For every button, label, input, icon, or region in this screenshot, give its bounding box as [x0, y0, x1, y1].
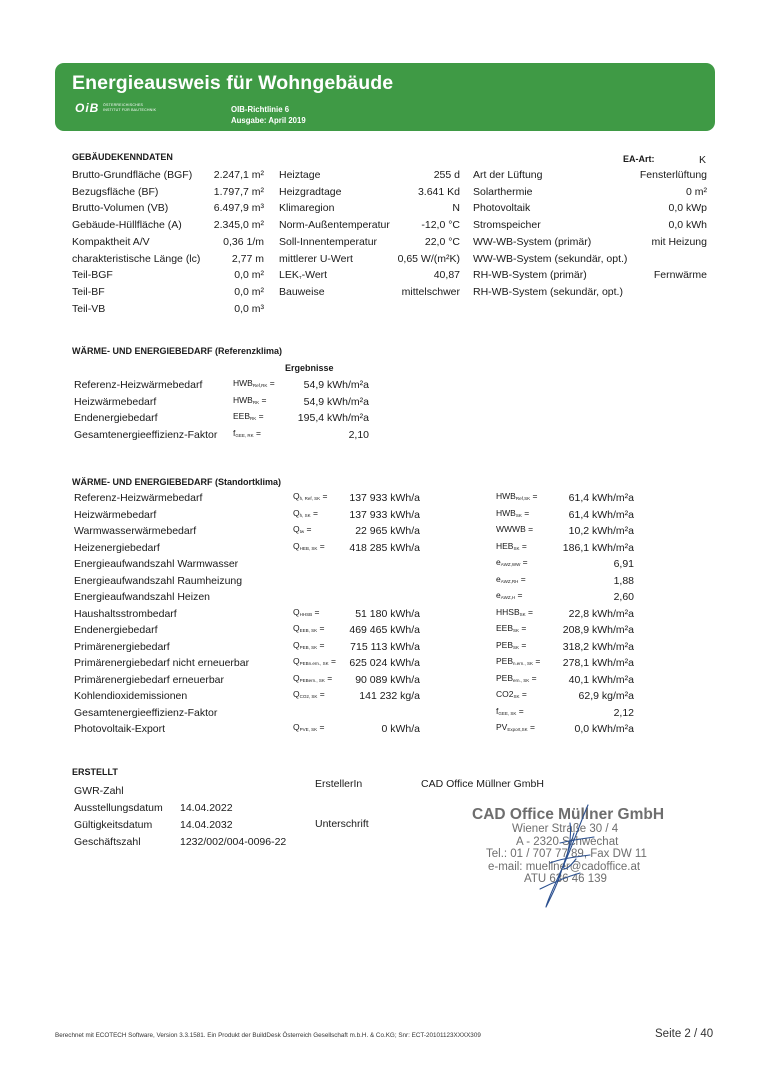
- gebaeude-label: Gebäude-Hüllfläche (A): [72, 219, 182, 232]
- standort-symbol-absolute: [293, 640, 324, 650]
- standort-symbol-specific-main: e: [496, 573, 501, 584]
- standort-symbol-specific-main: PEB: [496, 672, 514, 683]
- standort-value-absolute: 22 965 kWh/a: [355, 525, 420, 537]
- standort-label: Energieaufwandszahl Raumheizung: [74, 574, 243, 587]
- stamp-city: A - 2320 Schwechat: [516, 836, 619, 848]
- gebaeude-label: Teil-BGF: [72, 269, 113, 282]
- oib-logo-subtitle: [103, 103, 156, 113]
- standort-symbol-specific-equals: =: [519, 540, 527, 551]
- gebaeude-value: 0 m²: [686, 185, 707, 198]
- gebaeude-value: mittelschwer: [401, 285, 460, 298]
- standort-value-absolute: 90 089 kWh/a: [355, 673, 420, 686]
- standort-value-specific: 208,9 kWh/m²a: [562, 624, 634, 636]
- richtlinie-info: [231, 104, 306, 126]
- standort-label: Primärenergiebedarf erneuerbar: [74, 673, 224, 686]
- gebaeude-label: Bezugsfläche (BF): [72, 185, 159, 198]
- ausstellung-value: 14.04.2022: [180, 802, 233, 814]
- ersteller-label: ErstellerIn: [315, 778, 363, 790]
- ea-art-value: K: [699, 154, 707, 166]
- gebaeude-value: N: [452, 202, 460, 215]
- gebaeude-label: WW-WB-System (sekundär, opt.): [473, 252, 628, 265]
- standort-symbol-absolute-equals: =: [317, 639, 325, 650]
- standort-symbol-specific: [496, 640, 526, 650]
- standort-symbol-specific: [496, 607, 533, 617]
- gebaeude-label: Photovoltaik: [473, 202, 531, 215]
- standort-symbol-specific-main: e: [496, 590, 501, 600]
- standort-symbol-absolute-equals: =: [310, 507, 318, 518]
- standort-symbol-specific: [496, 689, 527, 699]
- standort-symbol-specific-equals: =: [525, 524, 534, 534]
- standort-symbol-absolute: [293, 491, 327, 501]
- standort-symbol-absolute-equals: =: [312, 606, 320, 617]
- standort-symbol-absolute-main: Q: [293, 639, 300, 650]
- standort-symbol-specific: [496, 673, 537, 683]
- gebaeude-label: Solarthermie: [473, 185, 533, 198]
- standort-symbol-absolute-equals: =: [328, 656, 336, 666]
- standort-symbol-specific-equals: =: [519, 689, 527, 699]
- standort-symbol-specific-equals: =: [525, 606, 533, 617]
- standort-symbol-absolute-equals: =: [320, 491, 328, 501]
- standort-symbol-absolute-subscript: PEB, SK: [299, 644, 318, 650]
- gwr-label: GWR-Zahl: [74, 785, 124, 797]
- standort-symbol-absolute-equals: =: [324, 672, 333, 683]
- standort-value-specific: 40,1 kWh/m²a: [568, 673, 634, 686]
- standort-symbol-specific-subscript: SK: [513, 644, 520, 650]
- gebaeude-value: 0,0 m²: [234, 285, 264, 298]
- standort-symbol-absolute-equals: =: [317, 540, 325, 551]
- standort-symbol-specific-main: PV: [496, 722, 508, 732]
- standort-symbol-absolute-subscript: PEBn.ern., SK: [299, 661, 329, 666]
- standort-symbol-specific-subscript: AWZ,H: [500, 595, 516, 600]
- standort-symbol-specific-subscript: Ref,SK: [515, 496, 531, 501]
- standort-symbol-specific-subscript: SK: [515, 512, 522, 518]
- referenz-symbol-main: HWB: [233, 394, 253, 405]
- standort-symbol-specific: [496, 574, 526, 584]
- standort-symbol-absolute-main: Q: [293, 672, 300, 683]
- standort-symbol-specific-main: CO2: [496, 689, 514, 699]
- standort-symbol-absolute-main: Q: [293, 491, 300, 501]
- gebaeude-label: Teil-VB: [72, 302, 106, 315]
- stamp-phone: Tel.: 01 / 707 77 89, Fax DW 11: [486, 848, 647, 860]
- standort-symbol-absolute-main: Q: [293, 722, 300, 732]
- referenz-value: 54,9 kWh/m²a: [303, 395, 369, 408]
- standort-symbol-absolute-equals: =: [317, 689, 325, 699]
- standort-label: Referenz-Heizwärmebedarf: [74, 492, 203, 504]
- standort-value-specific: 61,4 kWh/m²a: [568, 492, 634, 504]
- standort-value-absolute: 469 465 kWh/a: [349, 624, 420, 636]
- standort-value-specific: 318,2 kWh/m²a: [562, 640, 634, 653]
- gebaeude-value: 2,77 m: [231, 252, 264, 265]
- stamp-address: Wiener Straße 30 / 4: [512, 823, 619, 835]
- geschaeftszahl-label: Geschäftszahl: [74, 836, 141, 848]
- gebaeude-label: Heiztage: [279, 169, 321, 181]
- gebaeude-label: RH-WB-System (sekundär, opt.): [473, 285, 623, 298]
- referenz-label: Heizwärmebedarf: [74, 395, 157, 408]
- standort-value-absolute: 418 285 kWh/a: [349, 541, 420, 554]
- standort-symbol-specific-subscript: Export,SK: [507, 727, 528, 732]
- gebaeude-label: Brutto-Grundfläche (BGF): [72, 169, 193, 181]
- standort-symbol-specific: [496, 524, 533, 534]
- standort-symbol-specific: [496, 706, 524, 716]
- standort-symbol-specific-main: HWB: [496, 491, 516, 501]
- gebaeude-label: Stromspeicher: [473, 219, 541, 232]
- standort-symbol-specific-subscript: AWZ,WW: [500, 562, 521, 567]
- standort-value-specific: 6,91: [613, 558, 634, 570]
- referenz-symbol-equals: =: [259, 394, 267, 405]
- standort-symbol-absolute: [293, 524, 311, 534]
- standort-label: Energieaufwandszahl Warmwasser: [74, 558, 239, 570]
- page-number: Seite 2 / 40: [655, 1028, 714, 1040]
- gebaeude-value: 6.497,9 m³: [213, 202, 264, 215]
- referenz-symbol: [233, 378, 275, 388]
- gebaeude-value: 22,0 °C: [424, 235, 460, 248]
- gebaeude-label: WW-WB-System (primär): [473, 235, 592, 248]
- standort-symbol-specific-equals: =: [521, 507, 530, 518]
- standort-symbol-absolute-subscript: CO2, SK: [299, 694, 318, 699]
- gueltig-value: 14.04.2032: [180, 819, 233, 831]
- standort-symbol-absolute: [293, 656, 336, 666]
- standort-symbol-specific-main: e: [496, 557, 501, 567]
- standort-value-absolute: 625 024 kWh/a: [349, 657, 420, 669]
- stamp-uid: ATU 636 46 139: [524, 873, 607, 885]
- standort-symbol-specific-subscript: ern., SK: [513, 677, 530, 683]
- section-heading-gebaeude: GEBÄUDEKENNDATEN: [72, 152, 173, 162]
- referenz-label: Gesamtenergieeffizienz-Faktor: [74, 429, 218, 442]
- standort-symbol-specific-main: WWWB: [496, 524, 526, 534]
- referenz-symbol-subscript: Ref,RK: [252, 383, 268, 388]
- standort-symbol-absolute-main: Q: [293, 623, 300, 633]
- referenz-symbol-equals: =: [267, 378, 275, 388]
- standort-label: Gesamtenergieeffizienz-Faktor: [74, 706, 218, 719]
- standort-value-absolute: 137 933 kWh/a: [349, 492, 420, 504]
- standort-value-specific: 278,1 kWh/m²a: [562, 657, 634, 669]
- standort-symbol-absolute-subscript: h, Ref, SK: [299, 496, 321, 501]
- referenz-symbol-subscript: GEE, RK: [235, 433, 254, 439]
- gebaeude-label: Heizgradtage: [279, 185, 342, 198]
- standort-value-specific: 22,8 kWh/m²a: [568, 607, 634, 620]
- gebaeude-value: Fensterlüftung: [639, 169, 707, 181]
- standort-value-absolute: 51 180 kWh/a: [355, 607, 420, 620]
- gebaeude-label: Bauweise: [279, 285, 325, 298]
- standort-label: Primärenergiebedarf: [74, 640, 170, 653]
- standort-symbol-specific-main: EEB: [496, 623, 514, 633]
- standort-symbol-specific-main: f: [496, 705, 499, 716]
- standort-value-specific: 10,2 kWh/m²a: [568, 525, 634, 537]
- standort-symbol-specific-equals: =: [515, 590, 523, 600]
- standort-value-specific: 2,12: [613, 706, 634, 719]
- standort-symbol-specific-subscript: AWZ,RH: [500, 578, 519, 584]
- gebaeude-value: 0,65 W/(m²K): [397, 252, 460, 265]
- footer-software-note: Berechnet mit ECOTECH Software, Version 3.3.1581. Ein Produkt der BuildDesk Österreich Gesellschaft m.b.H. & Co.KG; Snr: ECT-20101123XXXX309: [55, 1032, 481, 1039]
- oib-logo: OiB: [75, 101, 100, 115]
- gebaeude-label: Brutto-Volumen (VB): [72, 202, 169, 215]
- gebaeude-label: Norm-Außentemperatur: [279, 219, 390, 232]
- standort-symbol-absolute-subscript: HEB, SK: [299, 545, 318, 551]
- standort-symbol-absolute: [293, 689, 325, 699]
- referenz-label: Endenergiebedarf: [74, 412, 158, 425]
- referenz-symbol-main: f: [233, 428, 236, 439]
- geschaeftszahl-value: 1232/002/004-0096-22: [180, 836, 287, 848]
- gebaeude-value: 0,0 m²: [234, 269, 264, 282]
- referenz-symbol-subscript: RK: [252, 399, 260, 405]
- standort-symbol-absolute: [293, 623, 324, 633]
- standort-value-specific: 0,0 kWh/m²a: [574, 723, 634, 735]
- standort-symbol-absolute-main: Q: [293, 524, 300, 534]
- standort-symbol-specific-main: HEB: [496, 540, 514, 551]
- ausstellung-label: Ausstellungsdatum: [74, 802, 163, 814]
- gebaeude-value: Fernwärme: [653, 269, 707, 282]
- standort-symbol-absolute: [293, 607, 319, 617]
- standort-symbol-absolute-equals: =: [317, 623, 325, 633]
- standort-symbol-specific: [496, 491, 537, 501]
- standort-symbol-specific-equals: =: [533, 656, 541, 666]
- standort-symbol-specific: [496, 656, 540, 666]
- gebaeude-label: Klimaregion: [279, 202, 335, 215]
- standort-symbol-specific: [496, 557, 528, 567]
- standort-symbol-absolute: [293, 673, 332, 683]
- gebaeude-value: 0,0 kWp: [668, 202, 707, 215]
- standort-value-specific: 62,9 kg/m²a: [578, 690, 634, 702]
- referenz-symbol-equals: =: [256, 411, 264, 422]
- richtlinie: OIB-Richtlinie 6: [231, 105, 290, 114]
- ea-art-label: EA-Art:: [623, 154, 655, 164]
- standort-value-absolute: 0 kWh/a: [381, 723, 420, 735]
- ausgabe: Ausgabe: April 2019: [231, 116, 306, 125]
- standort-label: Energieaufwandszahl Heizen: [74, 591, 211, 603]
- standort-symbol-absolute: [293, 541, 325, 551]
- standort-symbol-absolute-subscript: HHSB: [299, 611, 313, 617]
- oib-logo-sub-line-2: INSTITUT FÜR BAUTECHNIK: [103, 108, 157, 112]
- lekt-subscript: T: [298, 275, 302, 281]
- standort-symbol-specific: [496, 541, 527, 551]
- standort-label: Warmwasserwärmebedarf: [74, 525, 197, 537]
- gebaeude-label: RH-WB-System (primär): [473, 269, 587, 282]
- referenz-symbol: [233, 395, 266, 405]
- standort-label: Kohlendioxidemissionen: [74, 690, 188, 702]
- standort-value-specific: 2,60: [613, 591, 634, 603]
- standort-value-absolute: 141 232 kg/a: [359, 690, 420, 702]
- gebaeude-label: charakteristische Länge (lc): [72, 252, 201, 265]
- standort-value-absolute: 137 933 kWh/a: [349, 508, 420, 521]
- section-heading-standort: WÄRME- UND ENERGIEBEDARF (Standortklima): [72, 477, 282, 487]
- gebaeude-label: mittlerer U-Wert: [279, 252, 353, 265]
- document-title: Energieausweis für Wohngebäude: [72, 72, 394, 94]
- standort-symbol-absolute-main: Q: [293, 507, 300, 518]
- standort-symbol-absolute: [293, 722, 324, 732]
- referenz-label: Referenz-Heizwärmebedarf: [74, 379, 203, 391]
- handwritten-signature: [510, 803, 620, 913]
- gebaeude-label: Teil-BF: [72, 285, 105, 298]
- standort-symbol-specific-subscript: SK: [513, 545, 520, 551]
- standort-symbol-absolute-subscript: PVE, SK: [299, 727, 318, 732]
- gueltig-label: Gültigkeitsdatum: [74, 819, 153, 831]
- stamp-email: e-mail: muellner@cadoffice.at: [488, 861, 641, 873]
- standort-symbol-specific-main: PEB: [496, 639, 514, 650]
- standort-symbol-absolute-subscript: EEB, SK: [299, 628, 318, 633]
- referenz-value: 54,9 kWh/m²a: [303, 379, 369, 391]
- standort-symbol-specific: [496, 590, 522, 600]
- gebaeude-value: 0,0 m³: [234, 302, 264, 315]
- referenz-symbol-subscript: RK: [250, 416, 257, 422]
- gebaeude-value: mit Heizung: [651, 235, 707, 248]
- standort-symbol-absolute-main: Q: [293, 656, 300, 666]
- referenz-symbol-main: EEB: [233, 411, 251, 422]
- gebaeude-label: Soll-Innentemperatur: [279, 235, 378, 248]
- standort-symbol-absolute-main: Q: [293, 540, 300, 551]
- standort-symbol-absolute-subscript: PEBern., SK: [299, 677, 325, 683]
- standort-symbol-absolute: [293, 508, 318, 518]
- standort-label: Haushaltsstrombedarf: [74, 607, 177, 620]
- referenz-symbol-equals: =: [253, 428, 261, 439]
- oib-logo-sub-line-1: ÖSTERREICHISCHES: [103, 103, 144, 107]
- gebaeude-value: 0,36 1/m: [223, 235, 264, 248]
- unterschrift-label: Unterschrift: [315, 818, 369, 830]
- standort-symbol-specific-subscript: SK: [513, 628, 520, 633]
- section-heading-erstellt: ERSTELLT: [72, 767, 118, 777]
- ergebnisse-label: Ergebnisse: [285, 363, 334, 373]
- standort-label: Heizenergiebedarf: [74, 541, 160, 554]
- standort-symbol-absolute-subscript: h, SK: [299, 512, 311, 518]
- standort-symbol-specific-equals: =: [519, 639, 527, 650]
- stamp-company: CAD Office Müllner GmbH: [472, 806, 665, 823]
- referenz-symbol: [233, 428, 261, 438]
- standort-label: Photovoltaik-Export: [74, 723, 166, 735]
- standort-value-specific: 1,88: [613, 574, 634, 587]
- standort-value-specific: 186,1 kWh/m²a: [562, 541, 634, 554]
- standort-symbol-specific-main: HHSB: [496, 606, 520, 617]
- section-heading-referenz: WÄRME- UND ENERGIEBEDARF (Referenzklima): [72, 346, 283, 356]
- standort-value-specific: 61,4 kWh/m²a: [568, 508, 634, 521]
- standort-symbol-absolute-equals: =: [317, 722, 325, 732]
- standort-symbol-specific: [496, 508, 529, 518]
- standort-symbol-absolute-subscript: tw: [299, 529, 305, 534]
- standort-symbol-specific-main: PEB: [496, 656, 514, 666]
- standort-symbol-specific-equals: =: [519, 623, 527, 633]
- standort-symbol-specific: [496, 623, 526, 633]
- standort-symbol-absolute-main: Q: [293, 689, 300, 699]
- standort-symbol-specific-equals: =: [520, 557, 528, 567]
- gebaeude-label: $LEK_T$-Wert: [279, 269, 328, 282]
- referenz-symbol: [233, 411, 264, 421]
- standort-symbol-specific-subscript: n.ern., SK: [513, 661, 534, 666]
- gebaeude-value: 255 d: [433, 169, 460, 181]
- standort-symbol-specific-equals: =: [530, 491, 538, 501]
- standort-symbol-specific-subscript: SK: [513, 694, 520, 699]
- standort-label: Endenergiebedarf: [74, 624, 158, 636]
- referenz-symbol-main: HWB: [233, 378, 253, 388]
- standort-symbol-specific: [496, 722, 535, 732]
- standort-symbol-specific-main: HWB: [496, 507, 516, 518]
- referenz-value: 2,10: [348, 429, 369, 442]
- standort-symbol-absolute-main: Q: [293, 606, 300, 617]
- gebaeude-value: 40,87: [433, 269, 460, 282]
- referenz-value: 195,4 kWh/m²a: [297, 412, 369, 425]
- standort-label: Primärenergiebedarf nicht erneuerbar: [74, 657, 250, 669]
- standort-label: Heizwärmebedarf: [74, 508, 157, 521]
- ersteller-value: CAD Office Müllner GmbH: [421, 778, 544, 790]
- gebaeude-label: Art der Lüftung: [473, 169, 543, 181]
- standort-value-absolute: 715 113 kWh/a: [350, 640, 420, 653]
- gebaeude-value: 2.247,1 m²: [213, 169, 264, 181]
- standort-symbol-specific-equals: =: [518, 573, 526, 584]
- standort-symbol-specific-equals: =: [516, 705, 524, 716]
- gebaeude-value: 0,0 kWh: [668, 219, 707, 232]
- standort-symbol-absolute-equals: =: [304, 524, 312, 534]
- standort-symbol-specific-equals: =: [529, 672, 537, 683]
- header-banner: [55, 63, 715, 131]
- gebaeude-value: -12,0 °C: [421, 219, 460, 232]
- gebaeude-label: Kompaktheit A/V: [72, 235, 150, 248]
- gebaeude-value: 3.641 Kd: [417, 185, 460, 198]
- gebaeude-value: 1.797,7 m²: [213, 185, 264, 198]
- standort-symbol-specific-subscript: GEE, SK: [498, 710, 517, 716]
- standort-symbol-specific-equals: =: [527, 722, 535, 732]
- standort-symbol-specific-subscript: SK: [519, 611, 526, 617]
- gebaeude-value: 2.345,0 m²: [213, 219, 264, 232]
